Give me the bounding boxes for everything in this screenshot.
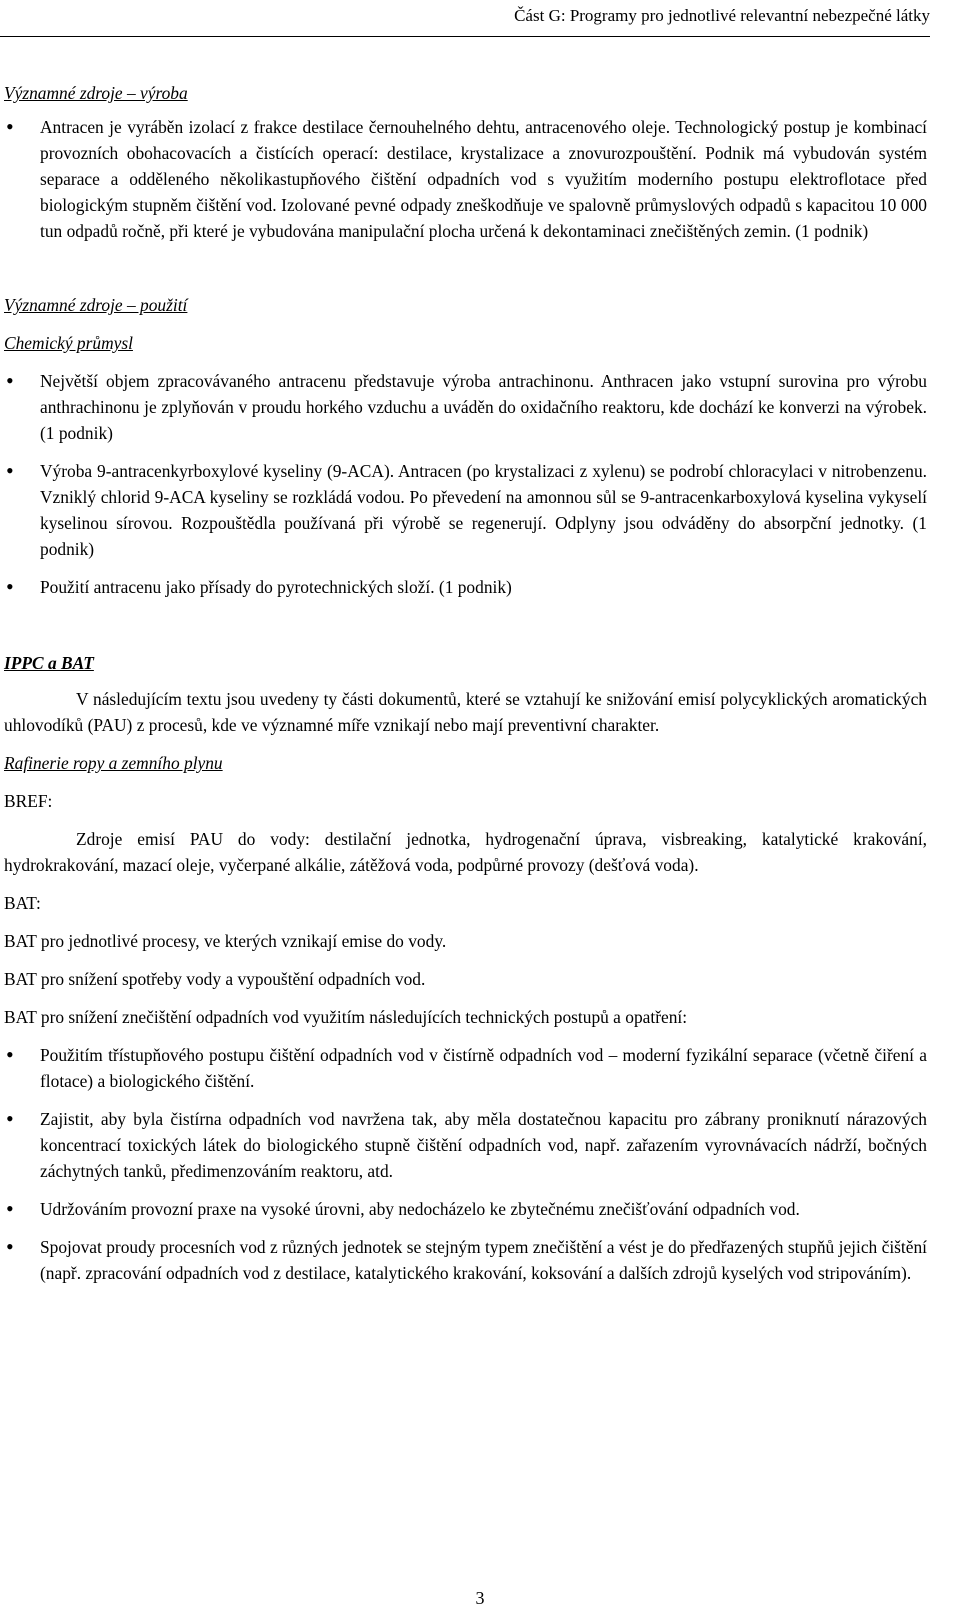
list-item: • Spojovat proudy procesních vod z různých jednotek se stejným typem znečištění a vést je do předřazených stupňů jejich čištění (např. zpracování odpadních vod z destilace, katalytického krakování, koksování a dalších zdrojů kyselých vod stripováním).	[4, 1234, 927, 1286]
list-vyroba	[4, 114, 927, 244]
header-rule	[0, 36, 930, 37]
list-pouziti	[4, 368, 927, 600]
page-number: 3	[475, 1588, 485, 1608]
bref-text: Zdroje emisí PAU do vody: destilační jednotka, hydrogenační úprava, visbreaking, katalytické krakování, hydrokrakování, mazací oleje, vyčerpané alkálie, zátěžová voda, podpůrné provozy (dešťová voda).	[4, 829, 927, 875]
list-item: • Použitím třístupňového postupu čištění odpadních vod v čistírně odpadních vod – moderní fyzikální separace (včetně čiření a flotace) a biologického čištění.	[4, 1042, 927, 1094]
bat-label: BAT:	[4, 893, 41, 913]
page-content	[4, 80, 927, 1286]
list-item: • Antracen je vyráběn izolací z frakce destilace černouhelného dehtu, antracenového oleje. Technologický postup je kombinací provozních obohacovacích a čistících operací: destilace, krystalizace a znovurozpouštění. Podnik má vybudován systém separace a odděleného několikastupňového čištění odpadních vod s využitím moderního postupu elektroflotace před biologickým stupněm čištění vod. Izolované pevné odpady zneškodňuje ve spalovně průmyslových odpadů s kapacitou 10 000 tun odpadů ročně, při které je vybudována manipulační plocha určená k dekontaminaci znečištěných zemin. (1 podnik)	[4, 114, 927, 244]
ippc-intro: V následujícím textu jsou uvedeny ty části dokumentů, které se vztahují ke snižování emisí polycyklických aromatických uhlovodíků (PAU) z procesů, kde ve významné míře vznikají nebo mají preventivní charakter.	[4, 689, 927, 735]
heading-ippc-bat: IPPC a BAT	[4, 653, 94, 673]
running-header: Část G: Programy pro jednotlivé relevantní nebezpečné látky	[514, 6, 930, 25]
list-item: • Udržováním provozní praxe na vysoké úrovni, aby nedocházelo ke zbytečnému znečišťování odpadních vod.	[4, 1196, 927, 1222]
list-item: • Zajistit, aby byla čistírna odpadních vod navržena tak, aby měla dostatečnou kapacitu pro zábrany proniknutí nárazových koncentrací toxických látek do biologického stupně čištění odpadních vod, např. zařazením vyrovnávacích nádrží, bočných záchytných tanků, předimenzováním reaktoru, atd.	[4, 1106, 927, 1184]
subheading-chemicky-prumysl: Chemický průmysl	[4, 333, 133, 353]
list-item: • Použití antracenu jako přísady do pyrotechnických složí. (1 podnik)	[4, 574, 927, 600]
list-item: • Největší objem zpracovávaného antracenu představuje výroba antrachinonu. Anthracen jako vstupní surovina pro výrobu anthrachinonu je zplyňován v proudu horkého vzduchu a uváděn do oxidačního reaktoru, kde dochází ke konverzi na výrobek. (1 podnik)	[4, 368, 927, 446]
heading-pouziti: Významné zdroje – použití	[4, 295, 188, 315]
list-item: • Výroba 9-antracenkyrboxylové kyseliny (9-ACA). Antracen (po krystalizaci z xylenu) se podrobí chloracylaci v nitrobenzenu. Vzniklý chlorid 9-ACA kyseliny se rozkládá vodou. Po převedení na amonnou sůl se 9-antracenkarboxylová kyselina vykyselí kyselinou sírovou. Rozpouštědla používaná při výrobě se regenerují. Odplyny jsou odváděny do absorpční jednotky. (1 podnik)	[4, 458, 927, 562]
bref-label: BREF:	[4, 791, 53, 811]
heading-vyroba: Významné zdroje – výroba	[4, 83, 188, 103]
subheading-rafinerie: Rafinerie ropy a zemního plynu	[4, 753, 223, 773]
bat-line: BAT pro snížení znečištění odpadních vod využitím následujících technických postupů a opatření:	[4, 1007, 688, 1027]
bat-line: BAT pro jednotlivé procesy, ve kterých vznikají emise do vody.	[4, 931, 447, 951]
bat-line: BAT pro snížení spotřeby vody a vypouštění odpadních vod.	[4, 969, 426, 989]
list-bat-measures	[4, 1042, 927, 1286]
